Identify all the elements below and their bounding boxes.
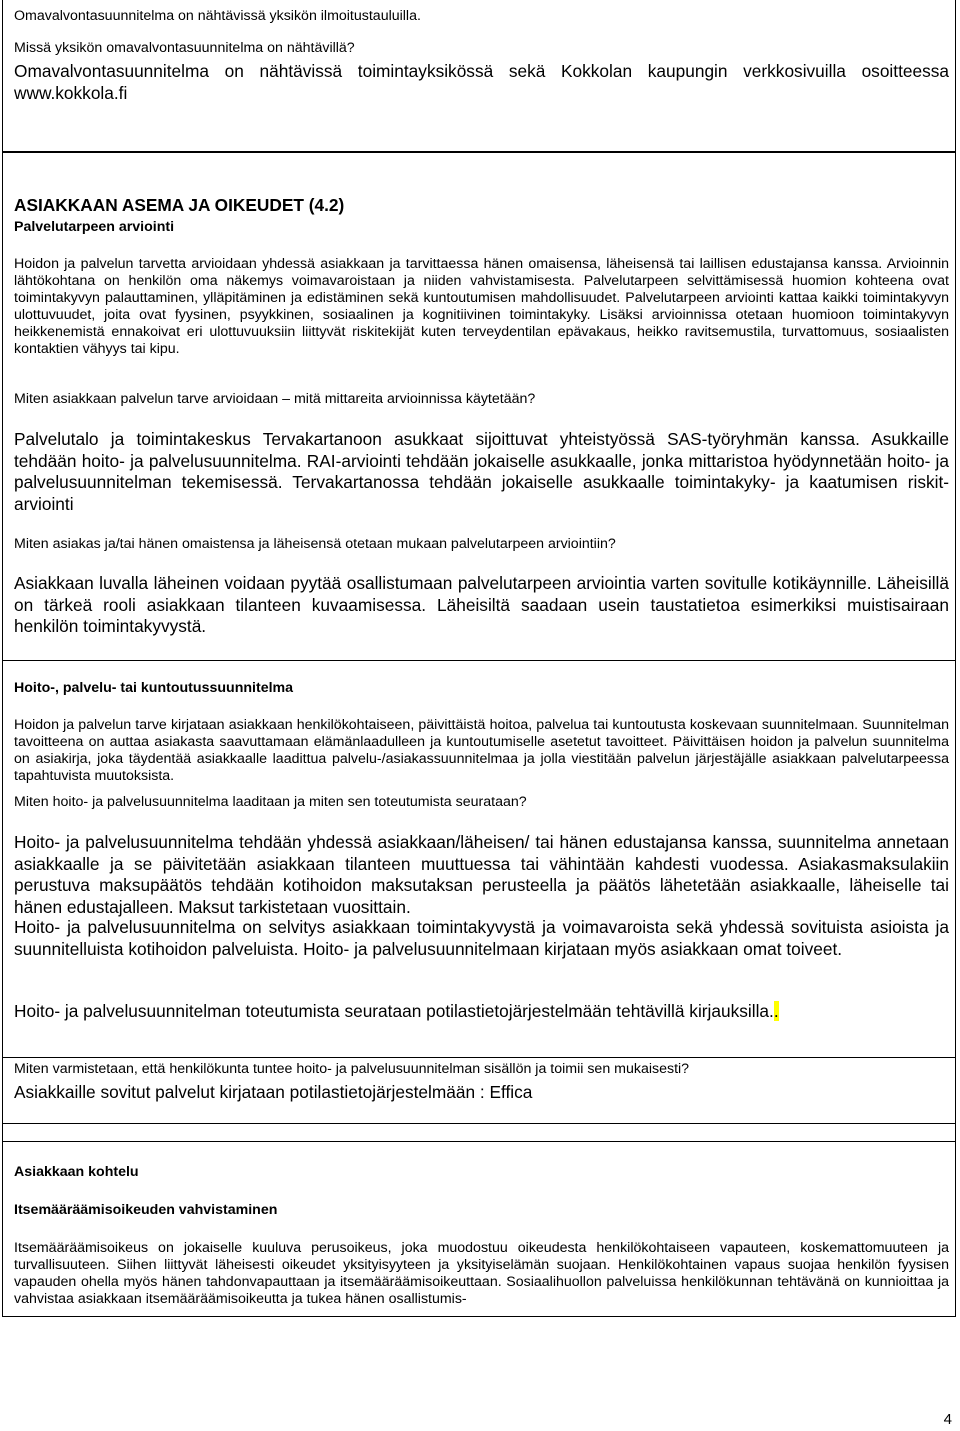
treatment-subtitle: Itsemääräämisoikeuden vahvistaminen bbox=[14, 1202, 278, 1218]
care-plan-answer-1: Hoito- ja palvelusuunnitelma tehdään yhdessä asiakkaan/läheisen/ tai hänen edustajansa kanssa, suunnitelma annetaan asiakkaalle ja se päivitetään asiakkaan tilanteen muuttuessa tai vähintään kahdesti vuodessa. Asiakasmaksulakiin perustuva maksupäätös tehdään kotihoidon maksutaksan perusteella ja päätös lähetetään asiakkaalle, läheiselle tai hänen edustajalleen. Maksut tarkistetaan vuosittain. bbox=[14, 832, 949, 917]
box-visibility bbox=[2, 0, 956, 152]
page-number: 4 bbox=[943, 1411, 952, 1428]
box-care-plan bbox=[2, 660, 956, 1058]
box-client-treatment bbox=[2, 1141, 956, 1317]
section-title: ASIAKKAAN ASEMA JA OIKEUDET (4.2) bbox=[14, 195, 345, 215]
treatment-title: Asiakkaan kohtelu bbox=[14, 1164, 139, 1180]
section-subtitle: Palvelutarpeen arviointi bbox=[14, 219, 175, 235]
highlight-mark: . bbox=[773, 1001, 779, 1021]
visibility-answer: Omavalvontasuunnitelma on nähtävissä toimintayksikössä sekä Kokkolan kaupungin verkkosivuilla osoitteessa www.kokkola.fi bbox=[14, 61, 949, 103]
box-service-need-assessment bbox=[2, 152, 956, 661]
assessment-answer-2: Asiakkaan luvalla läheinen voidaan pyytää osallistumaan palvelutarpeen arviointia varten sovitulle kotikäynnille. Läheisillä on tärkeä rooli asiakkaan tilanteen kuvaamisessa. Läheisiltä saadaan usein taustatietoa esimerkiksi muistisairaan henkilön toimintakyvystä. bbox=[14, 573, 949, 636]
care-plan-answer-3 bbox=[14, 1001, 949, 1023]
staff-question: Miten varmistetaan, että henkilökunta tuntee hoito- ja palvelusuunnitelman sisällön ja toimii sen mukaisesti? bbox=[14, 1061, 690, 1077]
care-plan-answer-3-text: Hoito- ja palvelusuunnitelman toteutumista seurataan potilastietojärjestelmään tehtävillä kirjauksilla. bbox=[14, 1001, 774, 1021]
care-plan-question: Miten hoito- ja palvelusuunnitelma laaditaan ja miten sen toteutumista seurataan? bbox=[14, 794, 527, 810]
visibility-question: Missä yksikön omavalvontasuunnitelma on nähtävillä? bbox=[14, 40, 355, 56]
box-empty bbox=[2, 1123, 956, 1142]
staff-answer: Asiakkaille sovitut palvelut kirjataan potilastietojärjestelmään : Effica bbox=[14, 1082, 533, 1102]
assessment-answer-1: Palvelutalo ja toimintakeskus Tervakartanoon asukkaat sijoittuvat yhteistyössä SAS-työryhmän kanssa. Asukkaille tehdään hoito- ja palvelusuunnitelma. RAI-arviointi tehdään jokaiselle asukkaalle, jonka mittaristoa hyödynnetään hoito- ja palvelusuunnitelman tekemisessä. Tervakartanossa tehdään jokaiselle asukkaalle toimintakyky- ja kaatumisen riskit- arviointi bbox=[14, 429, 949, 514]
box-staff-awareness bbox=[2, 1057, 956, 1124]
care-plan-answer-2: Hoito- ja palvelusuunnitelma on selvitys asiakkaan toimintakyvystä ja voimavaroista sekä yhdessä sovituista asioista ja suunnitelluista kotihoidon palveluista. Hoito- ja palvelusuunnitelmaan kirjataan myös asiakkaan omat toiveet. bbox=[14, 917, 949, 959]
care-plan-paragraph: Hoidon ja palvelun tarve kirjataan asiakkaan henkilökohtaiseen, päivittäistä hoitoa, palvelua tai kuntoutusta koskevaan suunnitelmaan. Suunnitelman tavoitteena on auttaa asiakasta saavuttamaan elämänlaadulleen ja kuntoutumiselle asetetut tavoitteet. Päivittäisen hoidon ja palvelun suunnitelma on asiakirja, joka täydentää asiakkaalle laadittua palvelu-/asiakassuunnitelmaa ja jolla viestitään palvelun järjestäjälle asiakkaan palvelutarpeessa tapahtuvista muutoksista. bbox=[14, 717, 949, 784]
care-plan-title: Hoito-, palvelu- tai kuntoutussuunnitelma bbox=[14, 680, 294, 696]
treatment-paragraph: Itsemääräämisoikeus on jokaiselle kuuluva perusoikeus, joka muodostuu oikeudesta henkilökohtaiseen vapauteen, koskemattomuuteen ja turvallisuuteen. Siihen liittyvät läheisesti oikeudet yksityisyyteen ja yksityiselämän suojaan. Henkilökohtainen vapaus suojaa henkilön fyysisen vapauden ohella myös hänen tahdonvapauttaan ja itsemääräämisoikeuttaan. Sosiaalihuollon palveluissa henkilökunnan tehtävänä on kunnioittaa ja vahvistaa asiakkaan itsemääräämisoikeutta ja tukea hänen osallistumis- bbox=[14, 1240, 949, 1307]
assessment-paragraph: Hoidon ja palvelun tarvetta arvioidaan yhdessä asiakkaan ja tarvittaessa hänen omaisensa, läheisensä tai laillisen edustajansa kanssa. Arvioinnin lähtökohtana on henkilön oma näkemys voimavaroistaan ja niiden vahvistamisesta. Palvelutarpeen selvittämisessä huomion kohteena ovat toimintakyvyn palauttaminen, ylläpitäminen ja edistäminen sekä kuntoutumisen mahdollisuudet. Palvelutarpeen arviointi kattaa kaikki toimintakyvyn ulottuvuudet, joita ovat fyysinen, psyykkinen, sosiaalinen ja kognitiivinen toimintakyky. Lisäksi arvioinnissa otetaan huomioon toimintakyvyn heikkenemistä ennakoivat eri ulottuvuuksiin liittyvät riskitekijät kuten terveydentilan epävakaus, heikko ravitsemustila, turvattomuus, sosiaalisten kontaktien vähyys tai kipu. bbox=[14, 256, 949, 357]
assessment-question-2: Miten asiakas ja/tai hänen omaistensa ja läheisensä otetaan mukaan palvelutarpeen arviointiin? bbox=[14, 536, 616, 552]
assessment-question-1: Miten asiakkaan palvelun tarve arvioidaan – mitä mittareita arvioinnissa käytetään? bbox=[14, 391, 536, 407]
visibility-line: Omavalvontasuunnitelma on nähtävissä yksikön ilmoitustauluilla. bbox=[14, 8, 421, 24]
